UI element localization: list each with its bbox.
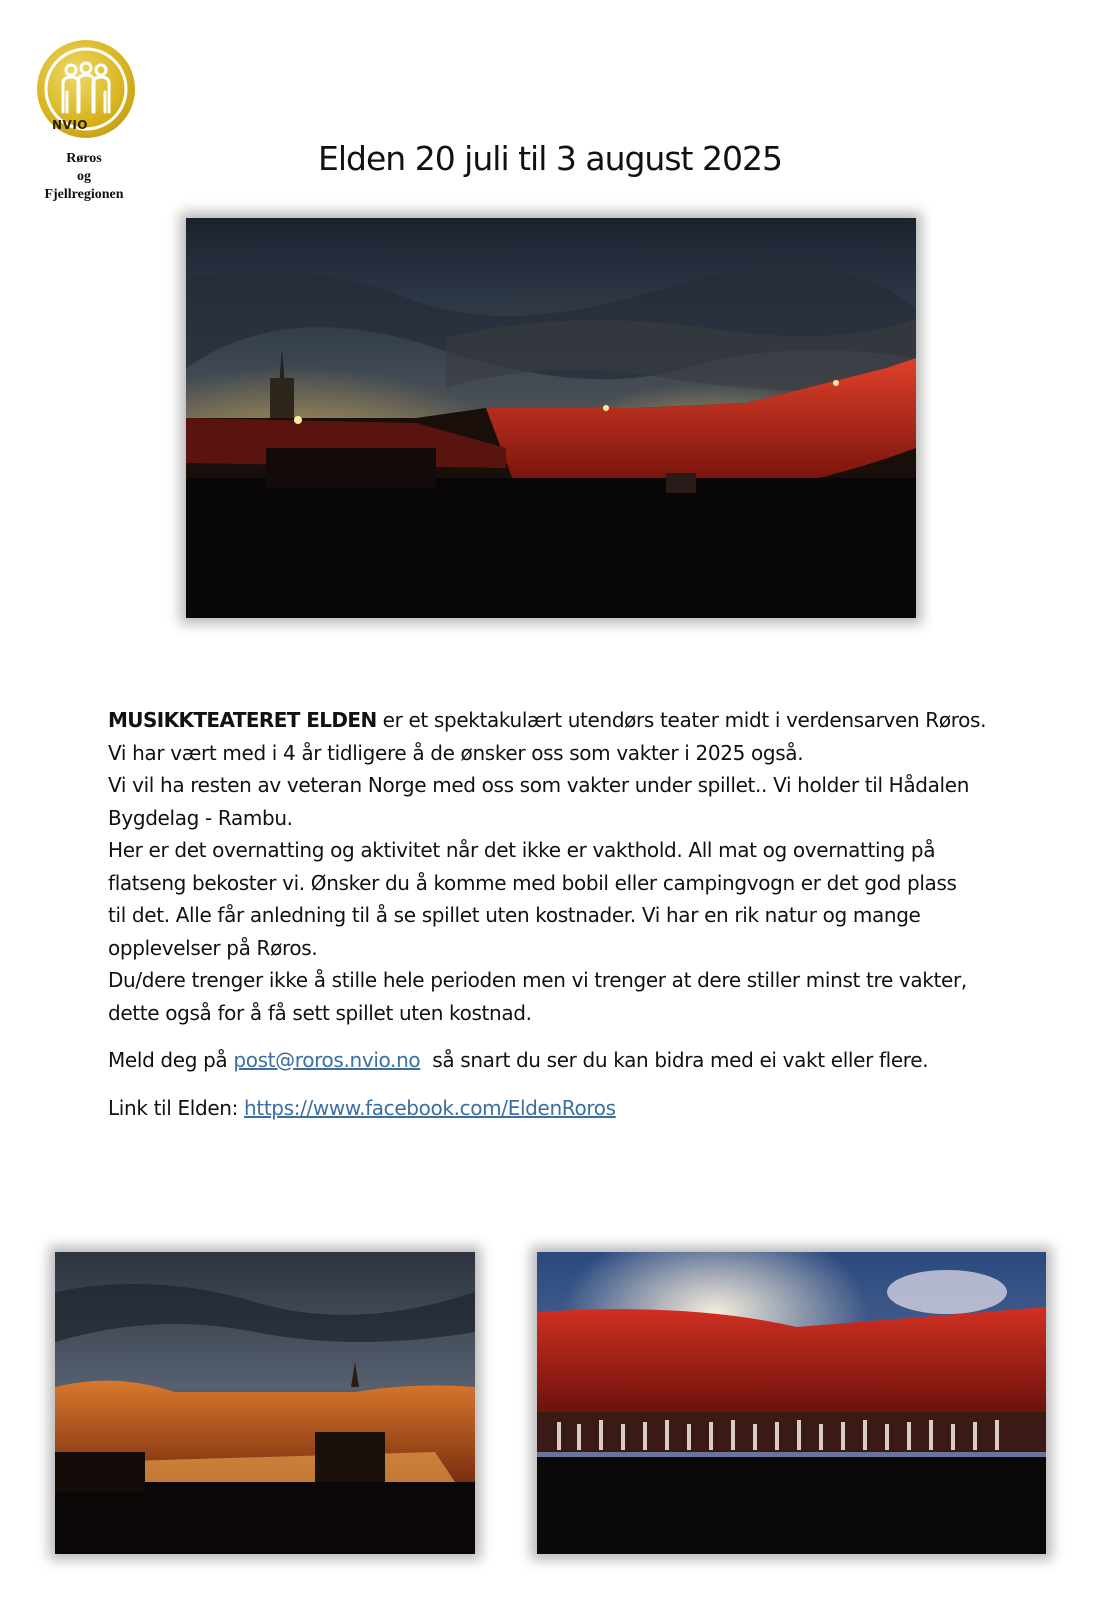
intro-bold-text: MUSIKKTEATERET ELDEN [108,708,377,732]
organization-name [24,150,144,204]
body-line: Vi har vært med i 4 år tidligere å de ønsker oss som vakter i 2025 også. [108,740,804,765]
email-link[interactable]: post@roros.nvio.no [233,1048,421,1072]
body-line: opplevelser på Røros. [108,935,318,960]
link-prefix: Link til Elden: [108,1095,244,1120]
body-line: Bygdelag - Rambu. [108,805,293,830]
org-line: Røros [66,151,102,166]
contact-suffix: så snart du ser du kan bidra med ei vakt eller flere. [420,1048,929,1072]
org-line: Fjellregionen [44,187,124,202]
body-line: flatseng bekoster vi. Ønsker du å komme med bobil eller campingvogn er det god plass [108,870,957,895]
logo-text: NVIO [52,118,88,132]
cast-stage-photo [537,1252,1046,1554]
page-title: Elden 20 juli til 3 august 2025 [318,139,782,178]
org-line: og [77,169,91,184]
body-line: Vi vil ha resten av veteran Norge med oss som vakter under spillet.. Vi holder til Hådalen [108,773,970,797]
elden-night-photo [186,218,916,618]
arena-dusk-photo [55,1252,475,1554]
body-line: dette også for å få sett spillet uten kostnad. [108,1000,532,1025]
article-body [108,704,1008,1124]
intro-paragraph [108,704,1008,1029]
body-line: til det. Alle får anledning til å se spillet uten kostnader. Vi har en rik natur og mange [108,903,921,927]
body-line: Du/dere trenger ikke å stille hele perioden men vi trenger at dere stiller minst tre vakter, [108,968,967,992]
body-line: Her er det overnatting og aktivitet når det ikke er vakthold. All mat og overnatting på [108,838,936,862]
contact-prefix: Meld deg på [108,1048,234,1072]
intro-text: er et spektakulært utendørs teater midt i verdensarven Røros. [376,708,987,732]
link-paragraph [108,1092,1008,1125]
contact-paragraph [108,1044,1008,1077]
facebook-link[interactable]: https://www.facebook.com/EldenRoros [244,1095,616,1120]
